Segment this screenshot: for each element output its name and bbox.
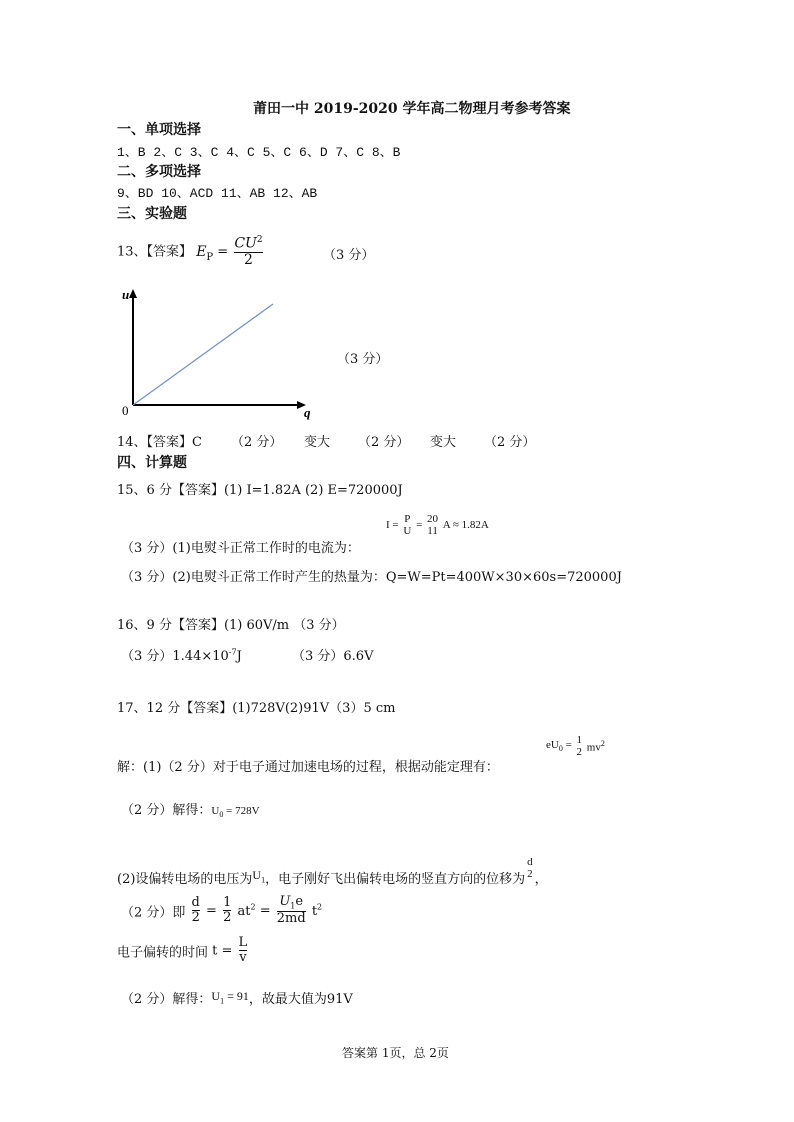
page-title: 莆田一中 2019-2020 学年高二物理月考参考答案: [253, 101, 571, 117]
q15-line-1: （3 分）(1)电熨斗正常工作时的电流为：: [121, 541, 360, 556]
q15-current-formula: I = P U = 20 11 A ≈ 1.82A: [386, 513, 489, 538]
page-footer: 答案第 1页，总 2页: [342, 1046, 449, 1060]
q17-part2-text: (2)设偏转电场的电压为$U_1$，电子刚好飞出偏转电场的竖直方向的位移为 d 2 ，: [117, 856, 548, 888]
u-q-graph: [116, 283, 316, 423]
section-heading-calculation: 四、计算题: [117, 455, 187, 471]
u-q-line: [133, 304, 273, 405]
q17-line-4: 电子偏转的时间 t = $\frac{L}{v}$: [117, 935, 248, 966]
q14-answer-2: 变大: [304, 435, 331, 450]
x-axis-label: q: [304, 405, 311, 420]
q13-fraction: $\frac{CU^2}{2}$: [234, 235, 263, 269]
q17-energy-equation: $eU_0$ = 1 2 $mv^2$: [546, 734, 605, 759]
q17-answer: 17、12 分【答案】(1)728V(2)91V（3）5 cm: [117, 701, 396, 716]
multi-choice-answers: 9、BD 10、ACD 11、AB 12、AB: [117, 186, 318, 201]
q16-line-2b: （3 分）6.6V: [292, 649, 374, 664]
q14-answer: 14、【答案】C: [117, 435, 202, 450]
q17-line-5: （2 分）解得：$U_1 = 91$，故最大值为91V: [121, 989, 353, 1007]
q14-score-3: （2 分）: [484, 435, 536, 450]
q14-answer-3: 变大: [430, 435, 457, 450]
origin-label: 0: [122, 403, 129, 418]
y-axis-arrow-icon: [129, 289, 137, 298]
section-heading-experiment: 三、实验题: [117, 206, 187, 222]
q15-answer: 15、6 分【答案】(1) I=1.82A (2) E=720000J: [117, 483, 403, 498]
q17-solution-2: （2 分）解得：$U_0 = 728V$: [121, 803, 260, 820]
section-heading-multi-choice: 二、多项选择: [117, 164, 201, 180]
section-heading-single-choice: 一、单项选择: [117, 122, 201, 138]
q14-score-2: （2 分）: [358, 435, 410, 450]
q13-ep: $E_P$: [196, 243, 214, 263]
q13-equals: =: [217, 244, 229, 260]
q14-score-1: （2 分）: [231, 435, 283, 450]
q13-graph-score: （3 分）: [337, 352, 389, 367]
q17-solution-1: 解：(1)（2 分）对于电子通过加速电场的过程，根据动能定理有：: [117, 760, 499, 775]
q16-line-2a: （3 分）$1.44\times 10^{-7}J$: [121, 647, 242, 664]
q15-line-2: （3 分）(2)电熨斗正常工作时产生的热量为：Q=W=Pt=400W×30×60s=720000J: [121, 570, 622, 585]
q13-score: （3 分）: [323, 248, 375, 263]
q13-prefix: 13、【答案】: [117, 244, 193, 260]
q16-answer: 16、9 分【答案】(1) 60V/m （3 分）: [117, 618, 345, 633]
y-axis-label: u: [122, 287, 130, 302]
q13-answer: [117, 236, 265, 268]
q17-line-3: （2 分）即 $\frac{d}{2}$ = $\frac{1}{2}$ $at^2$ = $\frac{U_1e}{2md}$ $t^2$: [121, 894, 323, 927]
single-choice-answers: 1、B 2、C 3、C 4、C 5、C 6、D 7、C 8、B: [117, 145, 401, 160]
